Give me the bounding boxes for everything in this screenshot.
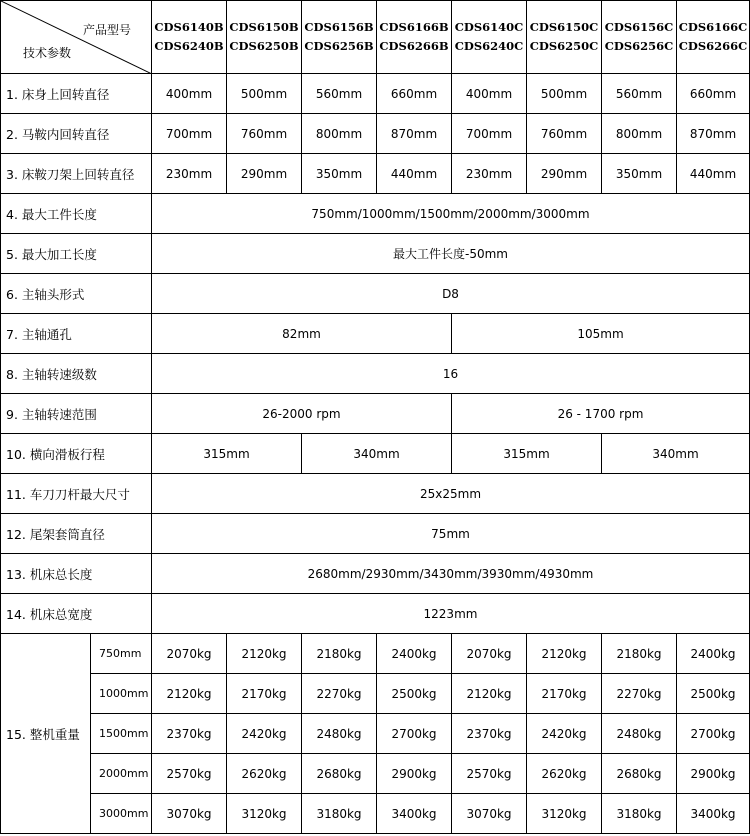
table-cell: 290mm xyxy=(227,154,302,194)
table-row xyxy=(1,314,750,354)
table-cell: 3070kg xyxy=(152,794,227,834)
length-label: 3000mm xyxy=(91,794,152,834)
corner-header-cell xyxy=(1,1,152,74)
table-cell: 3070kg xyxy=(452,794,527,834)
table-row xyxy=(1,634,750,674)
table-cell: 3120kg xyxy=(227,794,302,834)
table-cell: 440mm xyxy=(677,154,750,194)
model-header: CDS6156C CDS6256C xyxy=(602,1,677,74)
table-cell: 最大工件长度-50mm xyxy=(152,234,750,274)
table-cell: 2070kg xyxy=(152,634,227,674)
table-cell: 870mm xyxy=(677,114,750,154)
tech-param-label: 技术参数 xyxy=(23,46,72,60)
table-cell: 3120kg xyxy=(527,794,602,834)
param-label: 3. 床鞍刀架上回转直径 xyxy=(1,154,152,194)
product-model-label: 产品型号 xyxy=(82,23,131,37)
table-cell: 3400kg xyxy=(677,794,750,834)
param-label: 11. 车刀刀杆最大尺寸 xyxy=(1,474,152,514)
table-cell: 760mm xyxy=(527,114,602,154)
table-row xyxy=(1,514,750,554)
table-cell: 2900kg xyxy=(377,754,452,794)
model-header: CDS6166C CDS6266C xyxy=(677,1,750,74)
table-cell: 2170kg xyxy=(527,674,602,714)
table-cell: 750mm/1000mm/1500mm/2000mm/3000mm xyxy=(152,194,750,234)
table-cell: 2370kg xyxy=(452,714,527,754)
table-cell: 2270kg xyxy=(602,674,677,714)
length-label: 750mm xyxy=(91,634,152,674)
table-cell: 2680kg xyxy=(602,754,677,794)
param-label: 9. 主轴转速范围 xyxy=(1,394,152,434)
model-header: CDS6140B CDS6240B xyxy=(152,1,227,74)
table-cell: 2120kg xyxy=(452,674,527,714)
table-cell: 2180kg xyxy=(302,634,377,674)
model-header: CDS6150C CDS6250C xyxy=(527,1,602,74)
table-cell: 760mm xyxy=(227,114,302,154)
param-label: 10. 横向滑板行程 xyxy=(1,434,152,474)
table-row xyxy=(1,114,750,154)
table-cell: 2700kg xyxy=(377,714,452,754)
table-cell: 2680mm/2930mm/3430mm/3930mm/4930mm xyxy=(152,554,750,594)
table-row xyxy=(1,754,750,794)
table-cell: 2170kg xyxy=(227,674,302,714)
length-label: 2000mm xyxy=(91,754,152,794)
table-row xyxy=(1,714,750,754)
table-row xyxy=(1,594,750,634)
table-cell: 3180kg xyxy=(302,794,377,834)
table-cell: 340mm xyxy=(302,434,452,474)
param-label: 4. 最大工件长度 xyxy=(1,194,152,234)
table-cell: 2620kg xyxy=(227,754,302,794)
table-cell: 2370kg xyxy=(152,714,227,754)
table-cell: 2400kg xyxy=(377,634,452,674)
param-label: 6. 主轴头形式 xyxy=(1,274,152,314)
table-cell: 340mm xyxy=(602,434,750,474)
table-cell: 870mm xyxy=(377,114,452,154)
table-cell: 800mm xyxy=(602,114,677,154)
table-cell: 1223mm xyxy=(152,594,750,634)
table-row xyxy=(1,274,750,314)
length-label: 1500mm xyxy=(91,714,152,754)
param-label: 7. 主轴通孔 xyxy=(1,314,152,354)
table-cell: 2700kg xyxy=(677,714,750,754)
table-row xyxy=(1,674,750,714)
param-label: 13. 机床总长度 xyxy=(1,554,152,594)
model-header: CDS6166B CDS6266B xyxy=(377,1,452,74)
table-cell: 440mm xyxy=(377,154,452,194)
table-cell: 560mm xyxy=(302,74,377,114)
table-cell: 290mm xyxy=(527,154,602,194)
param-label: 8. 主轴转速级数 xyxy=(1,354,152,394)
table-cell: 500mm xyxy=(227,74,302,114)
param-label: 12. 尾架套筒直径 xyxy=(1,514,152,554)
header-row xyxy=(1,1,750,74)
table-cell: 230mm xyxy=(452,154,527,194)
table-cell: 2680kg xyxy=(302,754,377,794)
table-row xyxy=(1,554,750,594)
table-cell: 2570kg xyxy=(152,754,227,794)
length-label: 1000mm xyxy=(91,674,152,714)
table-cell: 26 - 1700 rpm xyxy=(452,394,750,434)
table-cell: 315mm xyxy=(452,434,602,474)
table-cell: 2120kg xyxy=(152,674,227,714)
table-cell: 2480kg xyxy=(302,714,377,754)
table-cell: 2120kg xyxy=(227,634,302,674)
table-cell: 2400kg xyxy=(677,634,750,674)
table-cell: 500mm xyxy=(527,74,602,114)
table-cell: D8 xyxy=(152,274,750,314)
table-cell: 16 xyxy=(152,354,750,394)
table-cell: 2420kg xyxy=(527,714,602,754)
table-cell: 3180kg xyxy=(602,794,677,834)
table-row xyxy=(1,434,750,474)
table-cell: 800mm xyxy=(302,114,377,154)
table-cell: 2500kg xyxy=(677,674,750,714)
model-header: CDS6156B CDS6256B xyxy=(302,1,377,74)
table-cell: 560mm xyxy=(602,74,677,114)
table-cell: 400mm xyxy=(452,74,527,114)
table-cell: 315mm xyxy=(152,434,302,474)
table-cell: 660mm xyxy=(377,74,452,114)
table-cell: 2570kg xyxy=(452,754,527,794)
table-row xyxy=(1,194,750,234)
table-cell: 700mm xyxy=(452,114,527,154)
table-cell: 350mm xyxy=(302,154,377,194)
model-header: CDS6140C CDS6240C xyxy=(452,1,527,74)
table-cell: 400mm xyxy=(152,74,227,114)
table-row xyxy=(1,154,750,194)
param-label: 5. 最大加工长度 xyxy=(1,234,152,274)
table-cell: 350mm xyxy=(602,154,677,194)
table-cell: 2500kg xyxy=(377,674,452,714)
table-cell: 660mm xyxy=(677,74,750,114)
table-row xyxy=(1,394,750,434)
param-label: 1. 床身上回转直径 xyxy=(1,74,152,114)
table-cell: 700mm xyxy=(152,114,227,154)
table-cell: 2900kg xyxy=(677,754,750,794)
table-cell: 2420kg xyxy=(227,714,302,754)
table-cell: 2270kg xyxy=(302,674,377,714)
table-cell: 105mm xyxy=(452,314,750,354)
table-row xyxy=(1,74,750,114)
table-cell: 75mm xyxy=(152,514,750,554)
table-cell: 2620kg xyxy=(527,754,602,794)
param-label: 2. 马鞍内回转直径 xyxy=(1,114,152,154)
model-header: CDS6150B CDS6250B xyxy=(227,1,302,74)
table-row xyxy=(1,234,750,274)
table-row xyxy=(1,354,750,394)
table-cell: 82mm xyxy=(152,314,452,354)
table-cell: 26-2000 rpm xyxy=(152,394,452,434)
table-cell: 2120kg xyxy=(527,634,602,674)
table-cell: 2180kg xyxy=(602,634,677,674)
table-row xyxy=(1,474,750,514)
table-cell: 2070kg xyxy=(452,634,527,674)
table-cell: 2480kg xyxy=(602,714,677,754)
table-cell: 25x25mm xyxy=(152,474,750,514)
param-label: 15. 整机重量 xyxy=(1,634,91,834)
table-row xyxy=(1,794,750,834)
table-cell: 3400kg xyxy=(377,794,452,834)
param-label: 14. 机床总宽度 xyxy=(1,594,152,634)
table-cell: 230mm xyxy=(152,154,227,194)
